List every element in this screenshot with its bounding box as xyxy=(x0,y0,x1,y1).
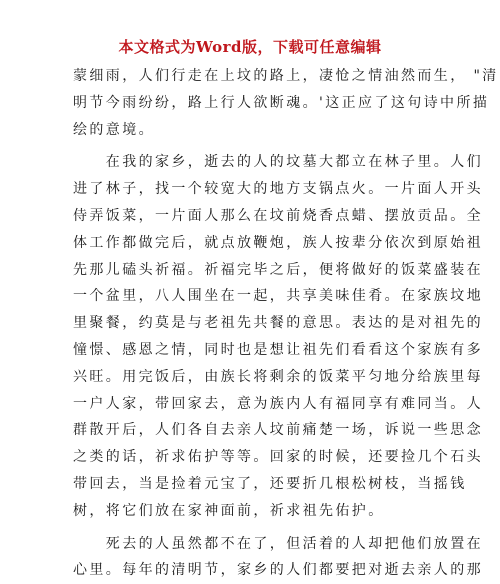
text-line: 在我的家乡，逝去的人的坟墓大都立在林子里。人们 xyxy=(73,154,483,171)
text-line: 兴旺。用完饭后，由族长将剩余的饭菜平匀地分给族里每 xyxy=(73,368,483,385)
document-body xyxy=(73,63,499,584)
text-line: 侍弄饭菜，一片面人那么在坟前烧香点蜡、摆放贡品。全 xyxy=(73,207,483,224)
document-header-title: 本文格式为Word版，下载可任意编辑 xyxy=(118,38,382,56)
text-line: 明节今雨纷纷，路上行人欲断魂。'这正应了这句诗中所描 xyxy=(73,94,490,111)
text-line: 憧憬、感恩之情，同时也是想让祖先们看看这个家族有多 xyxy=(73,341,483,358)
text-line: 体工作都做完后，就点放鞭炮，族人按辈分依次到原始祖 xyxy=(73,234,483,251)
text-line: 带回去，当是捡着元宝了，还要折几根松树枝，当摇钱 xyxy=(73,475,467,492)
text-line: 一个盆里，八人围坐在一起，共享美味佳肴。在家族坟地 xyxy=(73,288,483,305)
text-line: 群散开后，人们各自去亲人坟前痛楚一场，诉说一些思念 xyxy=(73,422,483,439)
text-line: 绘的意境。 xyxy=(73,121,155,138)
text-line: 蒙细雨，人们行走在上坟的路上，凄怆之情油然而生， "清 xyxy=(73,68,499,84)
paragraph xyxy=(73,531,483,584)
text-line: 先那儿磕头祈福。祈福完毕之后，便将做好的饭菜盛装在 xyxy=(73,261,483,278)
paragraph xyxy=(73,149,483,524)
text-line: 之类的话，祈求佑护等等。回家的时候，还要捡几个石头 xyxy=(73,449,483,466)
text-line: 心里。每年的清明节，家乡的人们都要把对逝去亲人的那 xyxy=(73,562,483,579)
text-line: 一户人家，带回家去，意为族内人有福同享有难同当。人 xyxy=(73,395,483,412)
text-line: 树，将它们放在家神面前，祈求祖先佑护。 xyxy=(73,502,385,519)
paragraph xyxy=(73,63,499,143)
text-line: 里聚餐，约莫是与老祖先共餐的意思。表达的是对祖先的 xyxy=(73,315,483,332)
text-line: 进了林子，找一个较宽大的地方支锅点火。一片面人开头 xyxy=(73,181,483,198)
text-line: 死去的人虽然都不在了，但活着的人却把他们放置在 xyxy=(73,535,483,552)
